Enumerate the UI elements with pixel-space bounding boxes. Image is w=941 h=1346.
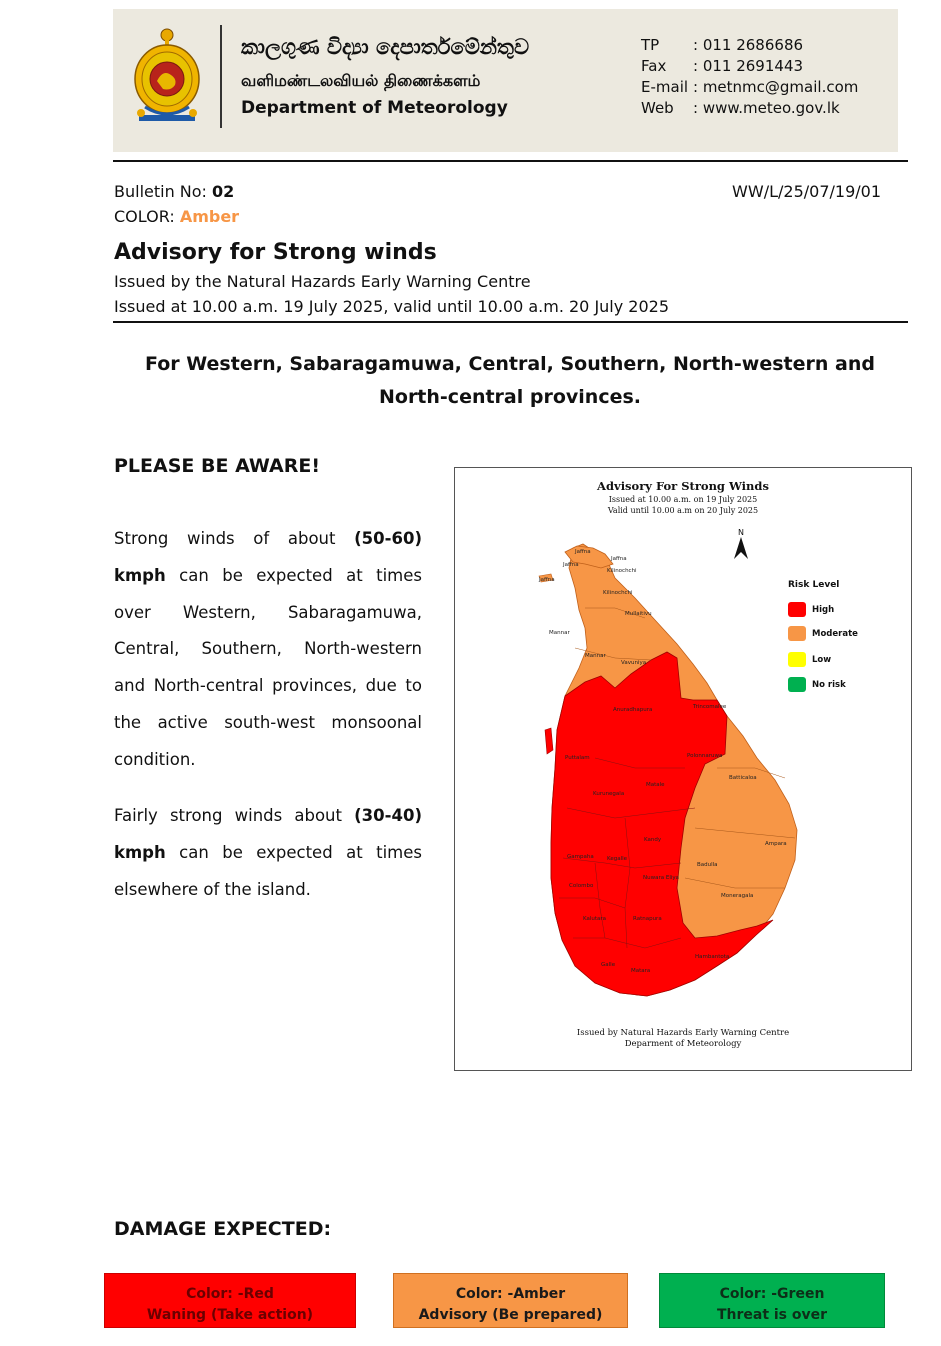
contact-fax: Fax : 011 2691443 (641, 57, 804, 75)
district-label-polonnaruwa: Polonnaruwa (687, 753, 723, 759)
department-name-english: Department of Meteorology (241, 98, 508, 118)
provinces-heading: For Western, Sabaragamuwa, Central, Southern, North-western and North-central provinces. (145, 353, 875, 408)
district-label-mannar: Mannar (549, 630, 570, 636)
title-rule (113, 321, 908, 323)
district-label-mannar-2: Mannar (585, 653, 606, 659)
district-label-vavuniya: Vavuniya (621, 660, 647, 666)
district-label-gampaha: Gampaha (567, 854, 594, 860)
legend-item-low: Low (788, 652, 831, 667)
district-label-kilinochchi-north: Kilinochchi (607, 568, 637, 574)
district-label-jaffna-4: Jaffna (539, 577, 555, 583)
district-label-nuwara-eliya: Nuwara Eliya (643, 875, 680, 881)
contact-phone: TP : 011 2686686 (641, 36, 804, 54)
contact-web: Web : www.meteo.gov.lk (641, 99, 840, 117)
district-label-matale: Matale (646, 782, 665, 788)
district-label-kegalle: Kegalle (607, 856, 628, 862)
issued-by: Issued by the Natural Hazards Early Warning Centre (114, 272, 531, 291)
legend-swatch-low (788, 652, 806, 667)
district-label-jaffna: Jaffna (575, 549, 591, 555)
district-label-badulla: Badulla (697, 862, 718, 868)
color-key-amber: Color: -Amber Advisory (Be prepared) (393, 1273, 628, 1328)
legend-title: Risk Level (788, 580, 840, 590)
north-arrow: N (733, 528, 749, 561)
district-label-ampara: Ampara (765, 841, 787, 847)
map-issued: Issued at 10.00 a.m. on 19 July 2025 (608, 495, 758, 504)
map-title: Advisory For Strong Winds (597, 479, 769, 493)
letterhead (113, 9, 898, 152)
risk-map-figure (454, 467, 912, 1071)
district-label-kilinochchi: Kilinochchi (603, 590, 633, 596)
legend-item-no-risk: No risk (788, 677, 846, 692)
damage-heading: DAMAGE EXPECTED: (114, 1218, 332, 1240)
department-name-tamil: வளிமண்டலவியல் திணைக்களம் (241, 71, 481, 90)
map-footer-issuer: Issued by Natural Hazards Early Warning Centre (576, 1028, 790, 1038)
bulletin-reference: WW/L/25/07/19/01 (732, 182, 881, 201)
district-label-puttalam: Puttalam (565, 755, 590, 761)
legend-item-high: High (788, 602, 834, 617)
color-key-red: Color: -Red Waning (Take action) (104, 1273, 356, 1328)
district-label-hambantota: Hambantota (695, 954, 730, 960)
district-label-trincomalee: Trincomalee (693, 704, 727, 710)
district-label-anuradhapura: Anuradhapura (613, 707, 653, 713)
fairly-strong-winds-paragraph: Fairly strong winds about (30-40) kmph can be expected at times elsewhere of the island. (114, 806, 422, 899)
district-label-jaffna-3: Jaffna (563, 562, 579, 568)
district-label-mullaitivu: Mullaitivu (625, 611, 652, 617)
district-labels (455, 468, 911, 1070)
district-label-ratnapura: Ratnapura (633, 916, 662, 922)
legend-item-moderate: Moderate (788, 626, 858, 641)
header-divider (220, 25, 222, 128)
national-emblem-icon (131, 27, 203, 127)
district-label-kandy: Kandy (644, 837, 662, 843)
legend-swatch-no-risk (788, 677, 806, 692)
issued-at: Issued at 10.00 a.m. 19 July 2025, valid until 10.00 a.m. 20 July 2025 (114, 297, 670, 316)
bulletin-color: COLOR: Amber (114, 207, 240, 226)
color-key-green: Color: -Green Threat is over (659, 1273, 885, 1328)
aware-heading: PLEASE BE AWARE! (114, 455, 321, 477)
map-valid: Valid until 10.00 a.m on 20 July 2025 (607, 506, 759, 515)
contact-email: E-mail : metnmc@gmail.com (641, 78, 859, 96)
district-label-colombo: Colombo (569, 883, 594, 889)
district-label-moneragala: Moneragala (721, 893, 754, 899)
department-name-sinhala: කාලගුණ විද්‍යා දෙපාර්තමේන්තුව (241, 35, 530, 59)
district-label-batticaloa: Batticaloa (729, 775, 757, 781)
district-label-galle: Galle (601, 962, 616, 968)
district-label-kalutara: Kalutara (583, 916, 607, 922)
district-label-jaffna-2: Jaffna (611, 556, 627, 562)
map-footer-department: Deparment of Meteorology (624, 1039, 742, 1049)
header-rule (113, 160, 908, 162)
advisory-title: Advisory for Strong winds (114, 240, 437, 265)
legend-swatch-moderate (788, 626, 806, 641)
district-label-kurunegala: Kurunegala (593, 791, 625, 797)
strong-winds-paragraph: Strong winds of about (50-60) kmph can be expected at times over Western, Sabaragamuwa, Central, Southern, North-western and North-central provinces, due to the active south-west monsoonal condition. (114, 529, 422, 769)
bulletin-number: Bulletin No: 02 (114, 182, 235, 201)
district-label-matara: Matara (631, 968, 651, 974)
legend-swatch-high (788, 602, 806, 617)
